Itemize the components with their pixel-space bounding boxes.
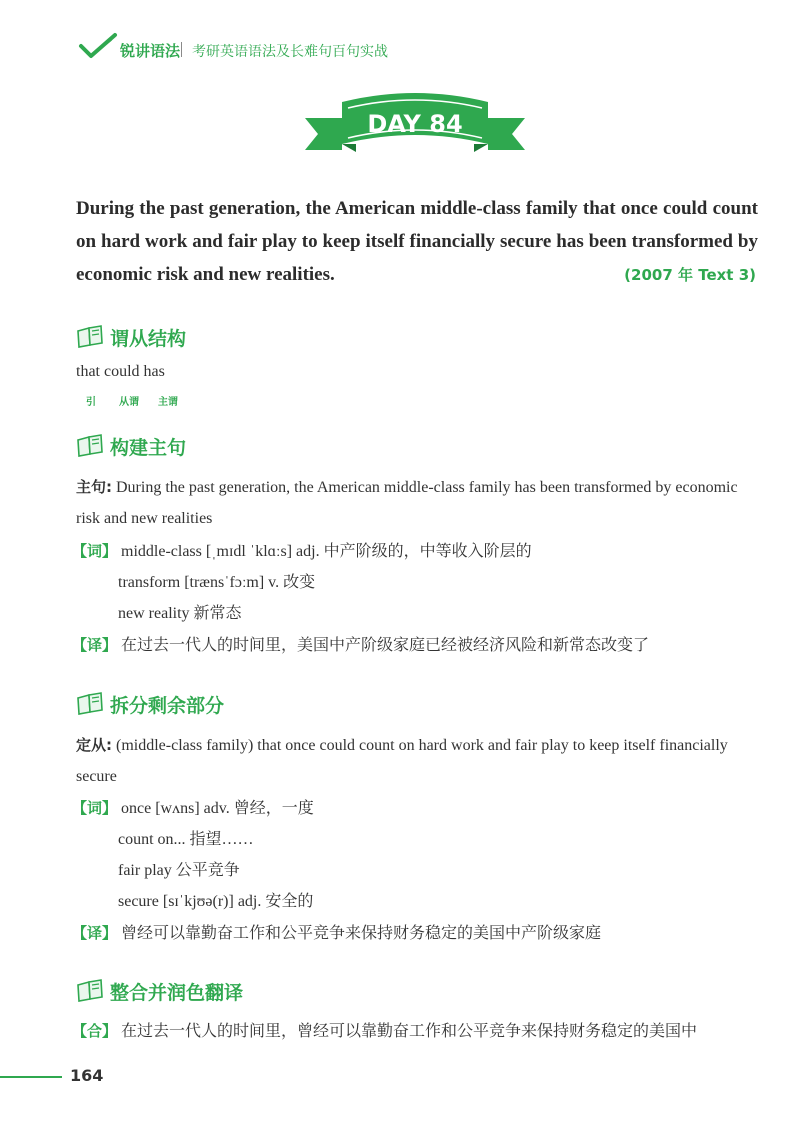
label-conjunction: 引: [86, 397, 96, 408]
vocab-tag: 【词】: [72, 799, 118, 817]
main-sentence: During the past generation, the American middle-class family that once could count on hard work and fair play to keep itself financially secure has been transformed by economic risk and new realities.: [76, 198, 758, 285]
vocab-item: transform [trænsˈfɔːm] v. 改变: [118, 574, 316, 591]
structure-words: that could has: [76, 363, 165, 380]
clause-label: 定从:: [76, 736, 112, 754]
book-icon: [76, 434, 104, 458]
combined-tag: 【合】: [72, 1022, 118, 1040]
book-icon: [76, 692, 104, 716]
section-header-main-clause: [76, 431, 186, 461]
main-clause-paragraph: [76, 472, 758, 534]
label-clause-predicate: 从谓: [118, 397, 139, 408]
translation-row: [72, 632, 649, 655]
book-icon: [76, 325, 104, 349]
vocab-item: middle-class [ˌmɪdl ˈklɑːs] adj. 中产阶级的，中等收入阶层的: [121, 543, 532, 560]
main-clause-text: During the past generation, the American middle-class family has been transformed by economic risk and new realities: [76, 479, 738, 527]
section-title: 构建主句: [110, 436, 187, 459]
day-ribbon: [300, 88, 530, 158]
combined-row: [72, 1018, 697, 1041]
main-clause-label: 主句:: [76, 478, 112, 496]
page-number: 164: [70, 1066, 104, 1085]
translation-row: [72, 920, 601, 943]
vocab-row: [72, 795, 314, 818]
vocab-item: new reality 新常态: [118, 605, 242, 622]
header-brand: 锐讲语法: [120, 42, 181, 60]
translation-tag: 【译】: [72, 636, 118, 654]
header-divider: [181, 42, 182, 57]
translation-tag: 【译】: [72, 924, 118, 942]
section-header-predicate-structure: [76, 322, 186, 352]
header-subtitle: 考研英语语法及长难句百句实战: [192, 44, 388, 60]
structure-labels: [86, 393, 178, 408]
translation-text: 在过去一代人的时间里，美国中产阶级家庭已经被经济风险和新常态改变了: [121, 637, 650, 654]
section-header-remaining-parts: [76, 689, 224, 719]
clause-text: (middle-class family) that once could count on hard work and fair play to keep itself financially secure: [76, 737, 728, 785]
clause-paragraph: [76, 730, 758, 792]
section-title: 谓从结构: [110, 327, 187, 350]
section-title: 拆分剩余部分: [110, 694, 225, 717]
combined-text: 在过去一代人的时间里，曾经可以靠勤奋工作和公平竞争来保持财务稳定的美国中: [121, 1023, 698, 1040]
day-label: DAY 84: [367, 110, 463, 138]
book-icon: [76, 979, 104, 1003]
vocab-item: fair play 公平竞争: [118, 862, 240, 879]
section-header-combined-translation: [76, 976, 243, 1006]
vocab-tag: 【词】: [72, 542, 118, 560]
checkmark-logo-icon: [78, 32, 118, 60]
vocab-item: once [wʌns] adv. 曾经，一度: [121, 800, 314, 817]
section-title: 整合并润色翻译: [110, 981, 244, 1004]
footer-rule: [0, 1076, 62, 1078]
vocab-item: secure [sɪˈkjʊə(r)] adj. 安全的: [118, 893, 314, 910]
sentence-source: (2007 年 Text 3): [624, 266, 756, 284]
vocab-row: [72, 538, 532, 561]
vocab-item: count on... 指望……: [118, 831, 254, 848]
translation-text: 曾经可以靠勤奋工作和公平竞争来保持财务稳定的美国中产阶级家庭: [121, 925, 602, 942]
label-main-predicate: 主谓: [157, 397, 178, 408]
